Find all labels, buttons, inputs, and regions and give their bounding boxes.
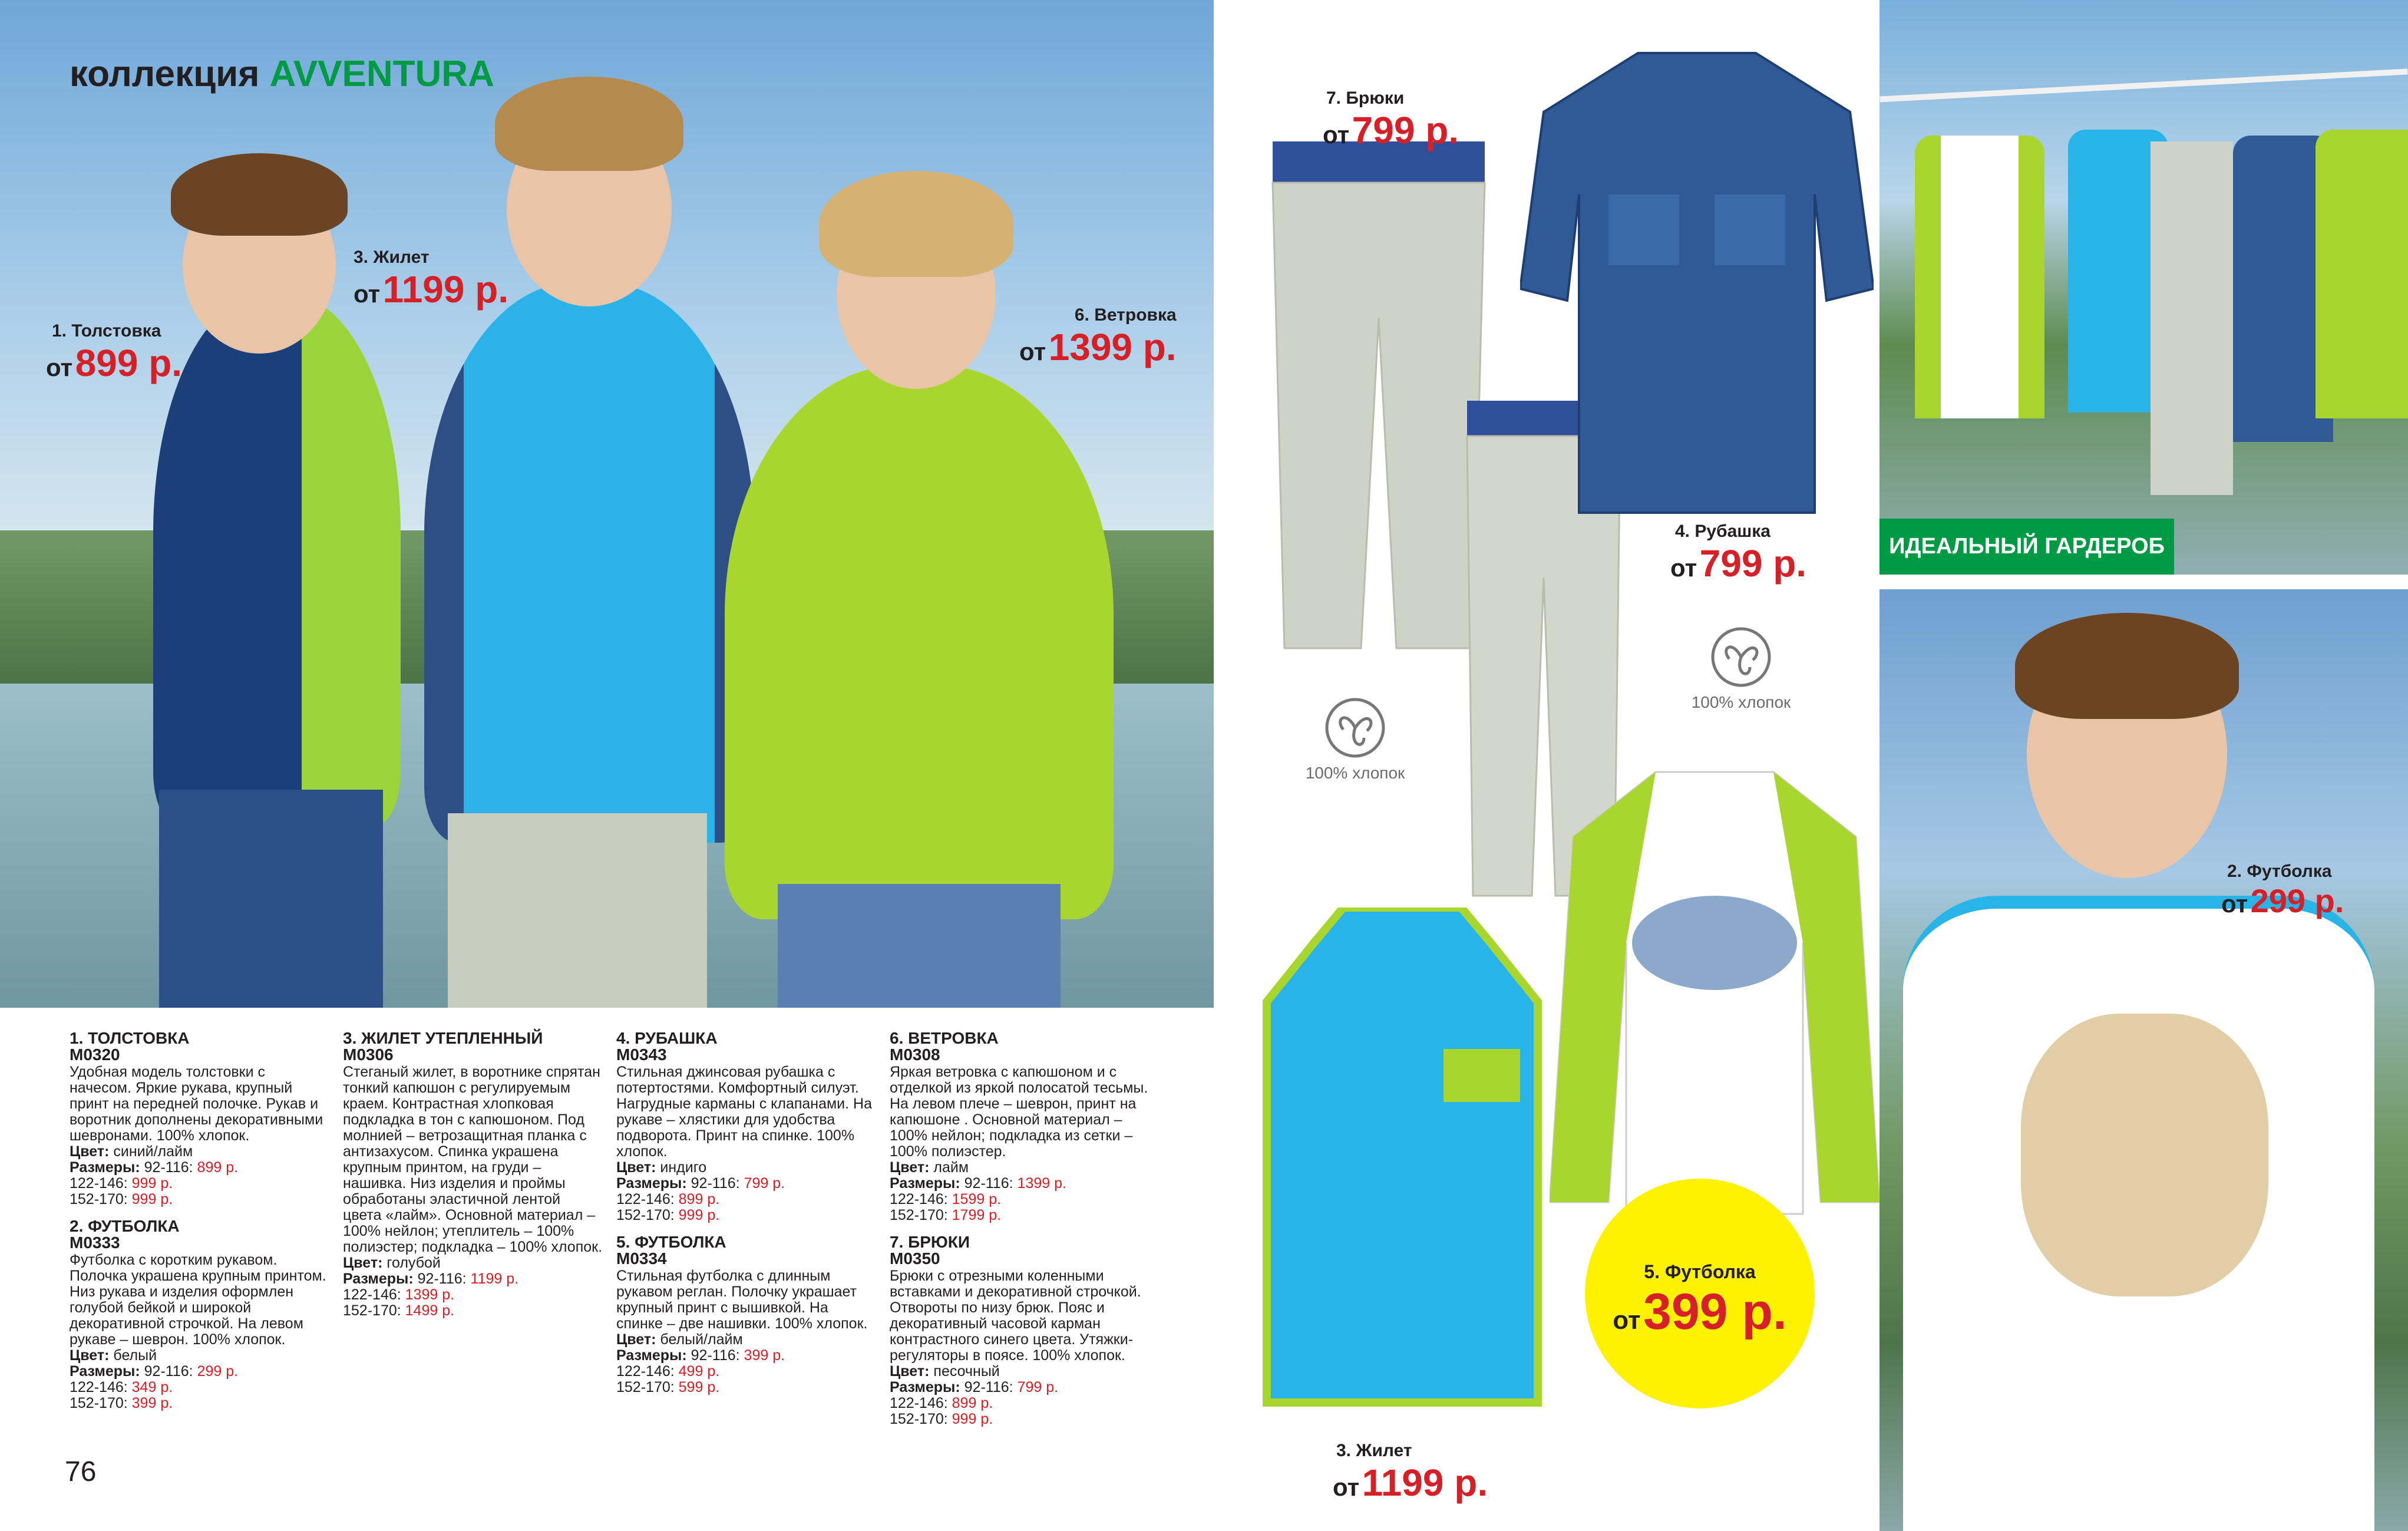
boy-hair xyxy=(2015,613,2239,719)
product-size-1: Размеры: 92-116: 899 р. xyxy=(70,1159,239,1176)
label-from: от xyxy=(2221,890,2248,918)
label-text: 2. Футболка xyxy=(2227,862,2332,881)
product-size-3: 152-170: 999 р. xyxy=(70,1191,173,1207)
product-size-1: Размеры: 92-116: 1199 р. xyxy=(343,1271,519,1287)
product-size-3: 152-170: 599 р. xyxy=(616,1379,720,1395)
product-hoodie xyxy=(70,1030,329,1207)
cotton-flower-icon xyxy=(1323,695,1388,760)
product-desc: Яркая ветровка с капюшоном и с отделкой из яркой полосатой тесьмы. На левом плече – шеврон, принт на капюшоне . Основной материал – 100% нейлон; подкладка из сетки –100% полиэстер. xyxy=(890,1064,1148,1160)
product-title: 1. ТОЛСТОВКА xyxy=(70,1029,190,1047)
product-pants xyxy=(890,1234,1149,1427)
label-text: 6. Ветровка xyxy=(1074,305,1177,325)
product-desc: Брюки с отрезными коленными вставками и декоративной строчкой. Отвороты по низу брюк. Пояс и декоративный часовой карман контрастного синего цвета. Утяжки-регуляторы в поясе. 100% хлопок. xyxy=(890,1268,1141,1364)
product-column-3 xyxy=(616,1030,876,1406)
cotton-badge-1 xyxy=(1287,695,1423,783)
product-title: 3. ЖИЛЕТ УТЕПЛЕННЫЙ xyxy=(343,1029,543,1047)
label-price: 1199 р. xyxy=(382,268,509,311)
product-code: M0343 xyxy=(616,1045,667,1064)
label-price: 1199 р. xyxy=(1362,1461,1488,1504)
label-price: 799 р. xyxy=(1352,109,1459,151)
product-column-4 xyxy=(890,1030,1149,1438)
label-from: от xyxy=(46,354,73,381)
product-code: M0350 xyxy=(890,1249,940,1268)
price-label-windbreaker xyxy=(1019,305,1177,369)
kid-2-vest xyxy=(424,283,754,843)
label-price: 799 р. xyxy=(1699,542,1807,585)
product-color: Цвет: голубой xyxy=(343,1255,441,1271)
price-label-vest-2 xyxy=(1333,1441,1488,1504)
cotton-text: 100% хлопок xyxy=(1305,764,1405,782)
price-label-vest xyxy=(354,248,508,311)
boy-tshirt-photo xyxy=(1880,589,2408,1531)
cotton-badge-2 xyxy=(1673,625,1809,712)
product-color: Цвет: синий/лайм xyxy=(70,1143,193,1160)
product-size-1: Размеры: 92-116: 399 р. xyxy=(616,1347,785,1364)
product-desc: Футболка с коротким рукавом. Полочка украшена крупным принтом. Низ рукава и изделия оформлен голубой бейкой и широкой декоративной строчкой. На левом рукаве – шеврон. 100% хлопок. xyxy=(70,1252,326,1348)
product-desc: Стеганый жилет, в воротнике спрятан тонкий капюшон с регулируемым краем. Контрастная хлопковая подкладка в тон с капюшоном. Под молнией – ветрозащитная планка с антизахусом. Спинка украшена крупным принтом, на груди – нашивка. Низ изделия и проймы обработаны эластичной лентой цвета «лайм». Основной материал – 100% нейлон; утеплитель – 100% полиэстер; подкладка – 100% хлопок. xyxy=(343,1064,603,1255)
product-title: 6. ВЕТРОВКА xyxy=(890,1029,999,1047)
product-color: Цвет: белый xyxy=(70,1347,157,1364)
product-size-1: Размеры: 92-116: 799 р. xyxy=(616,1175,785,1192)
label-price: 899 р. xyxy=(75,342,183,384)
page-number: 76 xyxy=(65,1456,97,1487)
product-desc: Стильная футболка с длинным рукавом реглан. Полочку украшает крупный принт с вышивкой. На спинке – две нашивки. 100% хлопок. xyxy=(616,1268,868,1332)
kid-2-hair xyxy=(495,77,683,171)
badge-label: 5. Футболка xyxy=(1644,1261,1756,1282)
badge-price-row xyxy=(1585,1283,1815,1341)
kid-3-windbreaker xyxy=(725,365,1114,919)
product-size-3: 152-170: 999 р. xyxy=(890,1411,993,1427)
price-badge-longsleeve xyxy=(1585,1179,1815,1408)
label-from: от xyxy=(1333,1473,1360,1501)
main-photo xyxy=(0,0,1214,1008)
kid-1-jeans xyxy=(159,790,383,1008)
product-color: Цвет: индиго xyxy=(616,1159,707,1176)
product-title: 4. РУБАШКА xyxy=(616,1029,718,1047)
label-price: 299 р. xyxy=(2250,882,2344,919)
collection-brand: AVVENTURA xyxy=(269,54,494,94)
label-text: 7. Брюки xyxy=(1326,88,1405,108)
badge-price: 399 р. xyxy=(1643,1283,1787,1340)
label-from: от xyxy=(354,280,381,308)
product-column-1 xyxy=(70,1030,329,1422)
product-size-3: 152-170: 1499 р. xyxy=(343,1302,455,1319)
product-desc: Стильная джинсовая рубашка с потертостями. Комфортный силуэт. Нагрудные карманы с клапанами. На рукаве – хлястики для удобства подворота. Принт на спинке. 100% хлопок. xyxy=(616,1064,872,1160)
product-title: 2. ФУТБОЛКА xyxy=(70,1217,180,1235)
kid-1-hair xyxy=(171,153,348,236)
product-size-2: 122-146: 999 р. xyxy=(70,1175,173,1192)
price-label-hoodie xyxy=(46,321,182,385)
kid-3-jeans xyxy=(778,884,1061,1008)
product-code: M0333 xyxy=(70,1233,120,1252)
product-desc: Удобная модель толстовки с начесом. Яркие рукава, крупный принт на передней полочке. Рукав и воротник дополнены декоративными шевронами. 100% хлопок. xyxy=(70,1064,323,1144)
longsleeve-tee-image xyxy=(1550,766,1880,1226)
product-windbreaker xyxy=(890,1030,1149,1223)
wardrobe-banner xyxy=(1880,519,2174,575)
hanging-pants xyxy=(2151,141,2233,495)
hanging-windbreaker xyxy=(2315,130,2408,418)
product-color: Цвет: лайм xyxy=(890,1159,969,1176)
product-title: 5. ФУТБОЛКА xyxy=(616,1233,726,1251)
tshirt-print xyxy=(2021,1014,2268,1296)
product-column-2 xyxy=(343,1030,602,1329)
product-shirt xyxy=(616,1030,876,1223)
product-size-2: 122-146: 899 р. xyxy=(616,1191,720,1207)
label-from: от xyxy=(1670,554,1697,582)
product-size-2: 122-146: 1599 р. xyxy=(890,1191,1002,1207)
hanging-tee xyxy=(1915,136,2044,418)
label-from: от xyxy=(1019,338,1046,365)
kid-2-pants xyxy=(448,813,707,1008)
kid-1-hoodie xyxy=(153,295,401,825)
product-size-1: Размеры: 92-116: 799 р. xyxy=(890,1379,1059,1395)
product-size-3: 152-170: 1799 р. xyxy=(890,1207,1002,1223)
product-longsleeve xyxy=(616,1234,876,1395)
label-text: 3. Жилет xyxy=(354,248,430,267)
label-text: 3. Жилет xyxy=(1336,1441,1412,1460)
label-price: 1399 р. xyxy=(1048,326,1177,368)
rope xyxy=(1880,69,2407,103)
price-label-shirt xyxy=(1670,522,1806,585)
price-label-tshirt xyxy=(2221,862,2344,920)
product-title: 7. БРЮКИ xyxy=(890,1233,970,1251)
product-size-3: 152-170: 399 р. xyxy=(70,1395,173,1411)
product-code: M0308 xyxy=(890,1045,940,1064)
product-size-3: 152-170: 999 р. xyxy=(616,1207,720,1223)
product-code: M0320 xyxy=(70,1045,120,1064)
product-size-2: 122-146: 349 р. xyxy=(70,1379,173,1395)
vest-image xyxy=(1255,908,1550,1426)
cotton-flower-icon xyxy=(1709,625,1773,689)
product-color: Цвет: песочный xyxy=(890,1363,1000,1380)
product-size-1: Размеры: 92-116: 1399 р. xyxy=(890,1175,1066,1192)
label-from: от xyxy=(1323,121,1350,149)
product-vest xyxy=(343,1030,602,1319)
price-label-pants xyxy=(1323,88,1459,152)
cotton-text: 100% хлопок xyxy=(1691,693,1791,711)
product-code: M0306 xyxy=(343,1045,394,1064)
product-size-1: Размеры: 92-116: 299 р. xyxy=(70,1363,239,1380)
product-code: M0334 xyxy=(616,1249,667,1268)
product-tshirt xyxy=(70,1218,329,1411)
kid-3-hair xyxy=(819,171,1013,277)
denim-shirt-image xyxy=(1520,41,1874,524)
label-text: 1. Толстовка xyxy=(52,321,161,341)
label-text: 4. Рубашка xyxy=(1675,522,1771,541)
banner-text: ИДЕАЛЬНЫЙ ГАРДЕРОБ xyxy=(1889,534,2165,559)
product-color: Цвет: белый/лайм xyxy=(616,1331,743,1348)
collection-prefix: коллекция xyxy=(70,54,260,94)
product-size-2: 122-146: 499 р. xyxy=(616,1363,720,1380)
wardrobe-photo xyxy=(1880,0,2408,575)
product-size-2: 122-146: 899 р. xyxy=(890,1395,993,1411)
collection-header xyxy=(70,53,494,95)
product-size-2: 122-146: 1399 р. xyxy=(343,1286,455,1303)
badge-from: от xyxy=(1613,1306,1641,1335)
